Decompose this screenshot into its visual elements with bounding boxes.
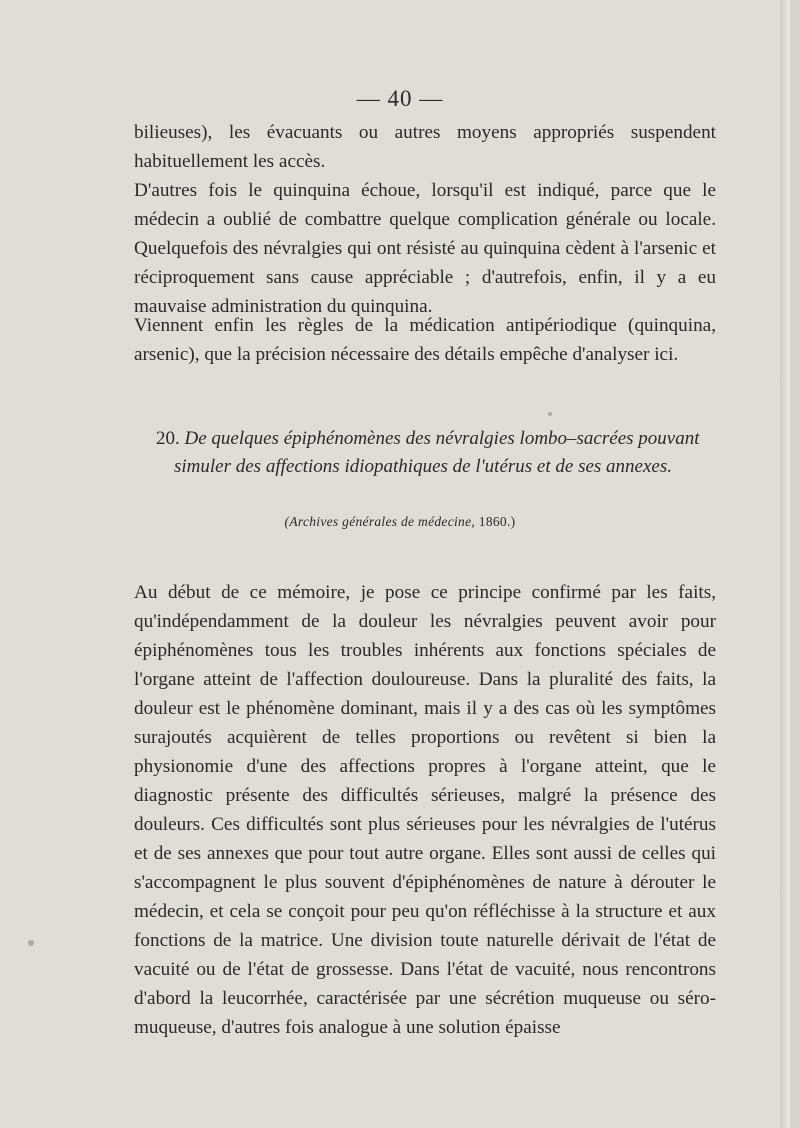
paragraph-text: Au début de ce mémoire, je pose ce principe confirmé par les faits, qu'indépendamment de la douleur les névralgies peuvent avoir pour épiphénomènes tous les troubles inhérents aux fonctions spéciales de l'organe atteint de l'affection douloureuse. Dans la pluralité des faits, la douleur est le phénomène dominant, mais il y a des cas où les symptômes surajoutés acquièrent de telles proportions ou revêtent si bien la physionomie d'une des affections propres à l'organe atteint, que le diagnostic présente des difficultés sérieuses, malgré la présence des douleurs. Ces difficultés sont plus sérieuses pour les névralgies de l'utérus et de ses annexes que pour tout autre organe. Elles sont aussi de celles qui s'accompagnent le plus souvent d'épiphénomènes de nature à dérouter le médecin, et cela se conçoit pour peu qu'on réfléchisse à la structure et aux fonctions de la matrice. Une division toute naturelle dérivait de l'état de vacuité ou de l'état de grossesse. Dans l'état de vacuité, nous rencontrons d'abord la leucorrhée, caractérisée par une sécrétion muqueuse ou séro-muqueuse, d'autres fois analogue à une solution épaisse	[134, 582, 716, 1038]
page-edge	[780, 0, 790, 1128]
ink-spot	[548, 412, 552, 416]
section-title-line-1: De quelques épiphénomènes des névralgies lombo–sacrées pouvant	[184, 428, 700, 449]
ink-spot	[28, 940, 34, 946]
paragraph-text: Viennent enfin les règles de la médication antipériodique (quinquina, arsenic), que la précision nécessaire des détails empêche d'analyser ici.	[134, 315, 716, 365]
citation-year: 1860.)	[478, 514, 516, 529]
section-heading	[156, 425, 716, 481]
paragraph-continuation	[134, 118, 716, 176]
paragraph-text: bilieuses), les évacuants ou autres moyens appropriés suspendent habituellement les accès.	[134, 122, 716, 172]
section-title-line-2: simuler des affections idiopathiques de l'utérus et de ses annexes.	[174, 456, 672, 477]
body-paragraph	[134, 578, 716, 1042]
page-number: — 40 —	[356, 86, 444, 111]
citation	[0, 514, 800, 530]
paragraph-quinquina-failure	[134, 176, 716, 321]
paragraph-antiperiodic	[134, 311, 716, 369]
section-number: 20.	[156, 428, 180, 449]
citation-source: (Archives générales de médecine,	[284, 514, 476, 529]
paragraph-text: D'autres fois le quinquina échoue, lorsqu'il est indiqué, parce que le médecin a oublié de combattre quelque complication générale ou locale. Quelquefois des névralgies qui ont résisté au quinquina cèdent à l'arsenic et réciproquement sans cause appréciable ; d'autrefois, enfin, il y a eu mauvaise administration du quinquina.	[134, 180, 716, 317]
